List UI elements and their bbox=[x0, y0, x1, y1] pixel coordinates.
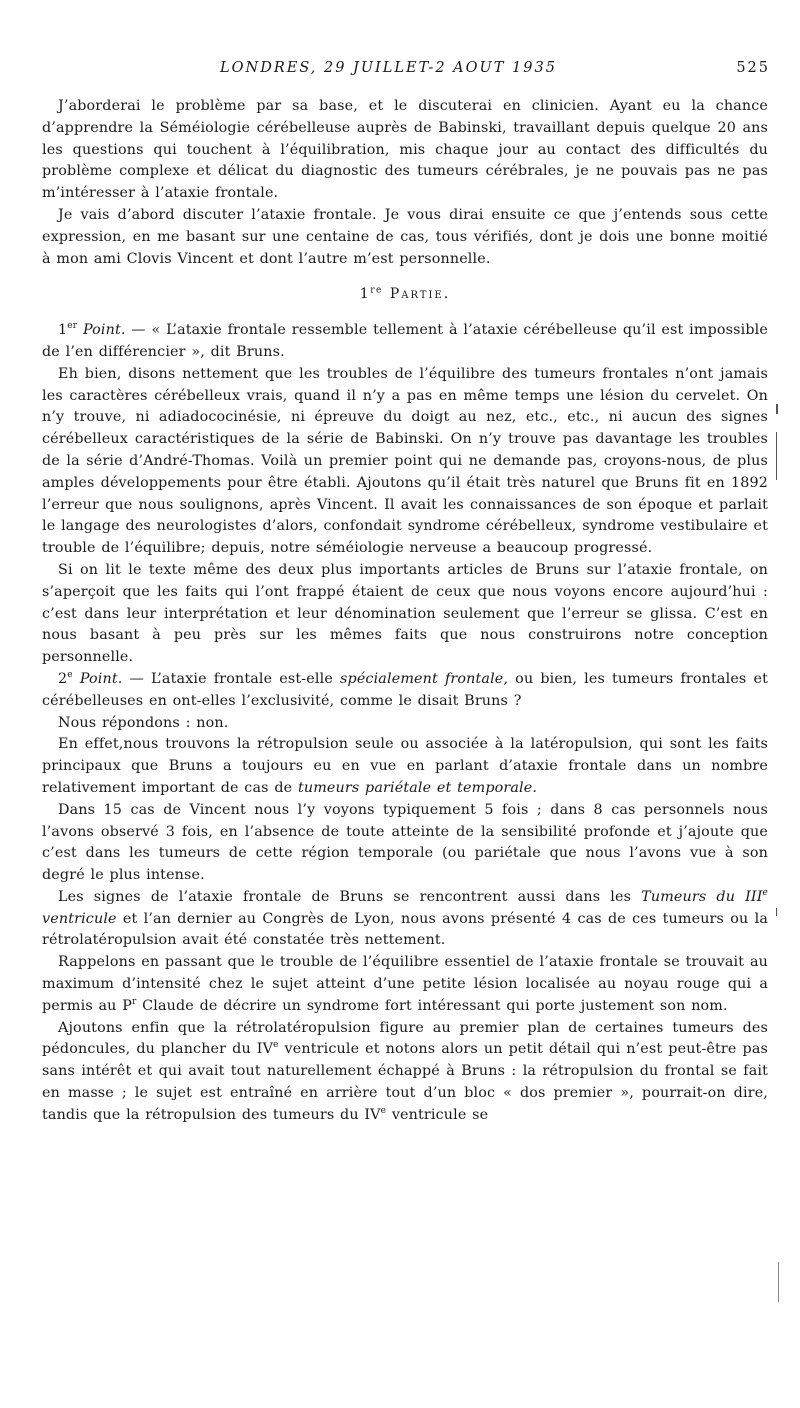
emphasis-text: ventricule bbox=[42, 910, 117, 927]
point-number: 2 bbox=[58, 670, 68, 687]
superscript: r bbox=[132, 997, 137, 1008]
point-1-paragraph bbox=[42, 320, 768, 364]
paragraph-text: ventricule et notons alors un petit détail qui n’est peut-être pas sans intérêt et qui avait tout naturellement échappé à Bruns : la rétropulsion du frontal se fait en masse ; le sujet est entraîné en arrière tout d’un bloc « dos premier », pourrait-on dire, tandis que la rétropulsion des tumeurs du IV bbox=[42, 1041, 768, 1123]
page-header bbox=[40, 60, 770, 84]
section-number: 1 bbox=[359, 286, 371, 303]
paragraph: Je vais d’abord discuter l’ataxie frontale. Je vous dirai ensuite ce que j’entends sous cette expression, en me basant sur une centaine de cas, tous vérifiés, dont je dois une bonne moitié à mon ami Clovis Vincent et dont l’autre m’est personnelle. bbox=[42, 206, 768, 267]
paragraph-text: En effet,nous trouvons la rétropulsion seule ou associée à la latéropulsion, qui sont les faits principaux que Bruns a toujours eu en vue en parlant d’ataxie frontale dans un nombre relativement important de cas de bbox=[42, 736, 768, 796]
paragraph-text: ventricule se bbox=[386, 1106, 489, 1123]
superscript: e bbox=[273, 1040, 279, 1051]
point-number: 1 bbox=[58, 322, 68, 339]
section-title: Partie. bbox=[389, 286, 451, 303]
paragraph-text: Ajoutons enfin que la rétrolatéropulsion figure au premier plan de certaines tumeurs des pédoncules, du plancher du IV bbox=[42, 1019, 768, 1058]
point-number-suffix: e bbox=[67, 670, 73, 681]
point-text: — « L’ataxie frontale ressemble tellement à l’ataxie cérébelleuse qu’il est impossible de l’en différencier », dit Bruns. bbox=[42, 322, 768, 360]
margin-mark bbox=[776, 432, 777, 480]
paragraph: Eh bien, disons nettement que les troubles de l’équilibre des tumeurs frontales n’ont jamais les caractères cérébelleux vrais, quand il n’y a pas en même temps une lésion du cervelet. On n’y trouve, ni adiadococinésie, ni épreuve du doigt au nez, etc., etc., ni aucun des signes cérébelleux caractéristiques de la série de Babinski. On n’y trouve pas davantage les troubles de la série d’André-Thomas. Voilà un premier point qui ne demande pas, croyons-nous, de plus amples développements pour être établi. Ajoutons qu’il était très naturel que Bruns fit en 1892 l’erreur que nous soulignons, après Vincent. Il avait les connaissances de son époque et parlait le langage des neurologistes d’alors, confondait syndrome cérébelleux, syndrome vestibulaire et trouble de l’équilibre; depuis, notre séméiologie nerveuse a beaucoup progressé. bbox=[42, 365, 768, 557]
article-body bbox=[42, 96, 768, 1127]
running-title: LONDRES, 29 JUILLET-2 AOUT 1935 bbox=[220, 60, 557, 76]
point-number-suffix: er bbox=[67, 321, 78, 332]
paragraph-emphasis: tumeurs pariétale et temporale. bbox=[297, 779, 538, 796]
emphasis-text: Tumeurs du III bbox=[641, 888, 763, 905]
page-number: 525 bbox=[736, 60, 770, 76]
paragraph-text: Rappelons en passant que le trouble de l’équilibre essentiel de l’ataxie frontale se trouvait au maximum d’intensité chez le sujet atteint d’une petite lésion localisée au noyau rouge qui a permis au P bbox=[42, 954, 768, 1014]
point-label: Point. bbox=[82, 322, 126, 339]
superscript: e bbox=[380, 1106, 387, 1117]
paragraph-text: Les signes de l’ataxie frontale de Bruns se rencontrent aussi dans les bbox=[58, 888, 642, 905]
margin-mark bbox=[776, 404, 778, 414]
point-text-emphasis: spécialement frontale, bbox=[340, 670, 509, 687]
point-text: ou bien, les tumeurs frontales et cérébelleuses en ont-elles l’exclusivité, comme le disait Bruns ? bbox=[42, 670, 768, 709]
margin-mark bbox=[776, 908, 777, 916]
paragraph-text: Claude de décrire un syndrome fort intéressant qui porte justement son nom. bbox=[136, 997, 728, 1014]
paragraph bbox=[42, 952, 768, 1017]
paragraph: J’aborderai le problème par sa base, et le discuterai en clinicien. Ayant eu la chance d’apprendre la Séméiologie cérébelleuse auprès de Babinski, travaillant depuis quelque 20 ans les questions qui touchent à l’équilibration, mis chaque jour au contact des difficultés du problème complexe et délicat du diagnostic des tumeurs cérébrales, je ne pouvais pas ne pas m’intéresser à l’ataxie frontale. bbox=[42, 98, 768, 202]
section-number-suffix: re bbox=[370, 285, 383, 296]
paragraph: Dans 15 cas de Vincent nous l’y voyons typiquement 5 fois ; dans 8 cas personnels nous l’avons observé 3 fois, en l’absence de toute atteinte de la sensibilité profonde et j’ajoute que c’est dans les tumeurs de cette région temporale (ou pariétale que nous l’avons vue à son degré le plus intense. bbox=[42, 801, 768, 884]
point-text: — L’ataxie frontale est-elle bbox=[122, 670, 341, 687]
paragraph bbox=[42, 887, 768, 952]
paragraph bbox=[42, 1018, 768, 1127]
point-label: Point. bbox=[79, 670, 123, 687]
emphasis-sup: e bbox=[762, 888, 768, 899]
paragraph-text: et l’an dernier au Congrès de Lyon, nous avons présenté 4 cas de ces tumeurs ou la rétrolatéropulsion avait été constatée très nettement. bbox=[42, 910, 768, 949]
paragraph bbox=[42, 734, 768, 799]
point-2-paragraph bbox=[42, 669, 768, 713]
margin-mark bbox=[778, 1262, 779, 1302]
paragraph: Nous répondons : non. bbox=[58, 714, 229, 731]
paragraph: Si on lit le texte même des deux plus importants articles de Bruns sur l’ataxie frontale, on s’aperçoit que les faits qui l’ont frappé étaient de ceux que nous voyons encore aujourd’hui : c’est dans leur interprétation et leur dénomination seulement que l’erreur se glissa. C’est en nous basant à peu près sur les mêmes faits que nous construirons notre conception personnelle. bbox=[42, 561, 768, 666]
section-heading bbox=[42, 284, 768, 306]
